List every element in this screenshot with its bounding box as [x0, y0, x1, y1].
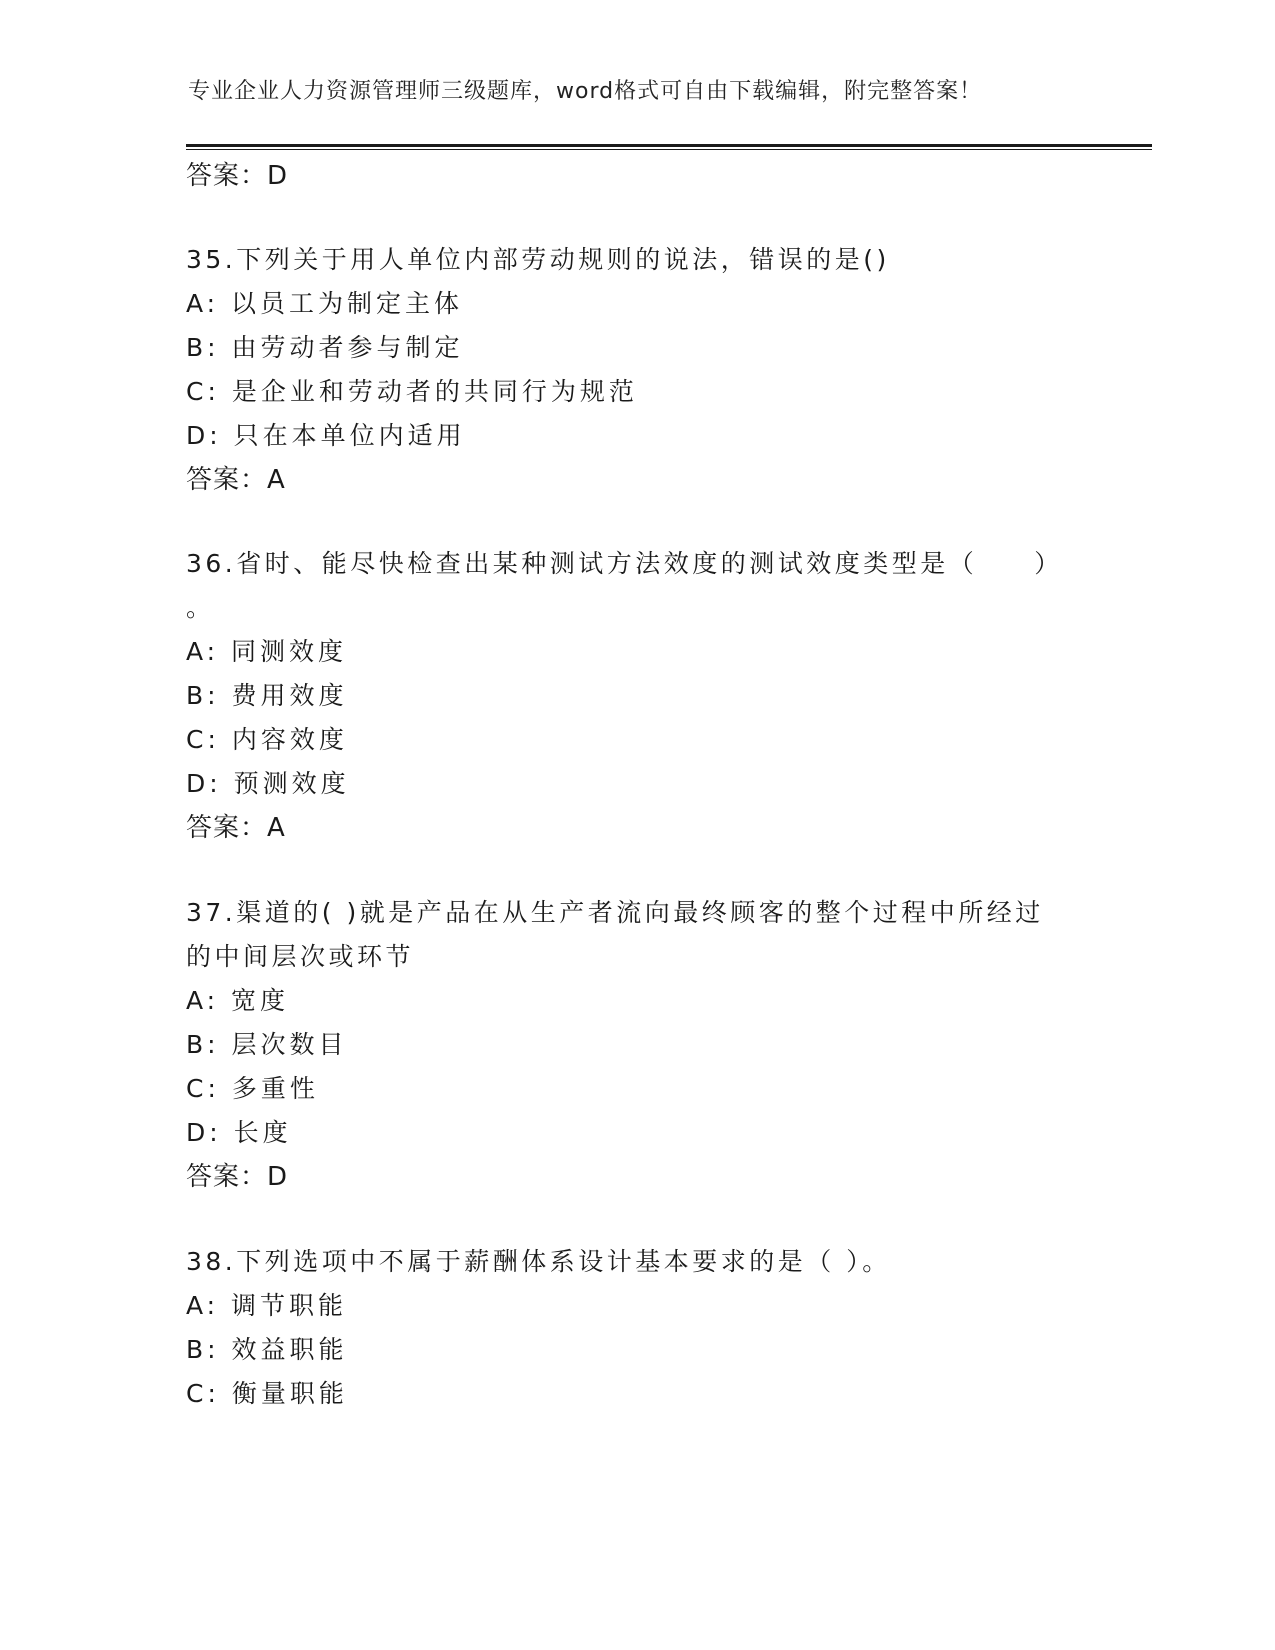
option-b: B: 层次数目	[186, 1030, 348, 1059]
option-b: B: 费用效度	[186, 681, 348, 710]
answer-label: 答案：A	[186, 813, 286, 843]
option-d: D: 只在本单位内适用	[186, 421, 466, 450]
option-a: A: 调节职能	[186, 1291, 348, 1320]
option-d: D: 预测效度	[186, 769, 350, 798]
option-c: C: 多重性	[186, 1074, 319, 1103]
answer-label: 答案：D	[186, 161, 289, 191]
answer-label: 答案：A	[186, 465, 286, 495]
option-b: B: 效益职能	[186, 1335, 348, 1364]
question-stem: 36.省时、能尽快检查出某种测试方法效度的测试效度类型是（ ）	[186, 549, 1063, 578]
option-a: A: 以员工为制定主体	[186, 289, 464, 318]
option-c: C: 内容效度	[186, 725, 348, 754]
question-stem: 38.下列选项中不属于薪酬体系设计基本要求的是（ ）。	[186, 1247, 891, 1276]
question-stem: 37.渠道的( )就是产品在从生产者流向最终顾客的整个过程中所经过	[186, 898, 1044, 927]
option-a: A: 同测效度	[186, 637, 348, 666]
option-c: C: 衡量职能	[186, 1379, 348, 1408]
question-stem-continued: 的中间层次或环节	[186, 942, 415, 971]
header-divider-thick	[186, 144, 1152, 147]
option-c: C: 是企业和劳动者的共同行为规范	[186, 377, 638, 406]
question-stem: 35.下列关于用人单位内部劳动规则的说法，错误的是()	[186, 245, 890, 274]
option-a: A: 宽度	[186, 986, 290, 1015]
question-stem-continued: 。	[186, 593, 215, 622]
header-divider-thin	[186, 149, 1152, 150]
page-header: 专业企业人力资源管理师三级题库，word格式可自由下载编辑，附完整答案！	[188, 79, 983, 104]
option-b: B: 由劳动者参与制定	[186, 333, 464, 362]
answer-label: 答案：D	[186, 1162, 289, 1192]
option-d: D: 长度	[186, 1118, 292, 1147]
